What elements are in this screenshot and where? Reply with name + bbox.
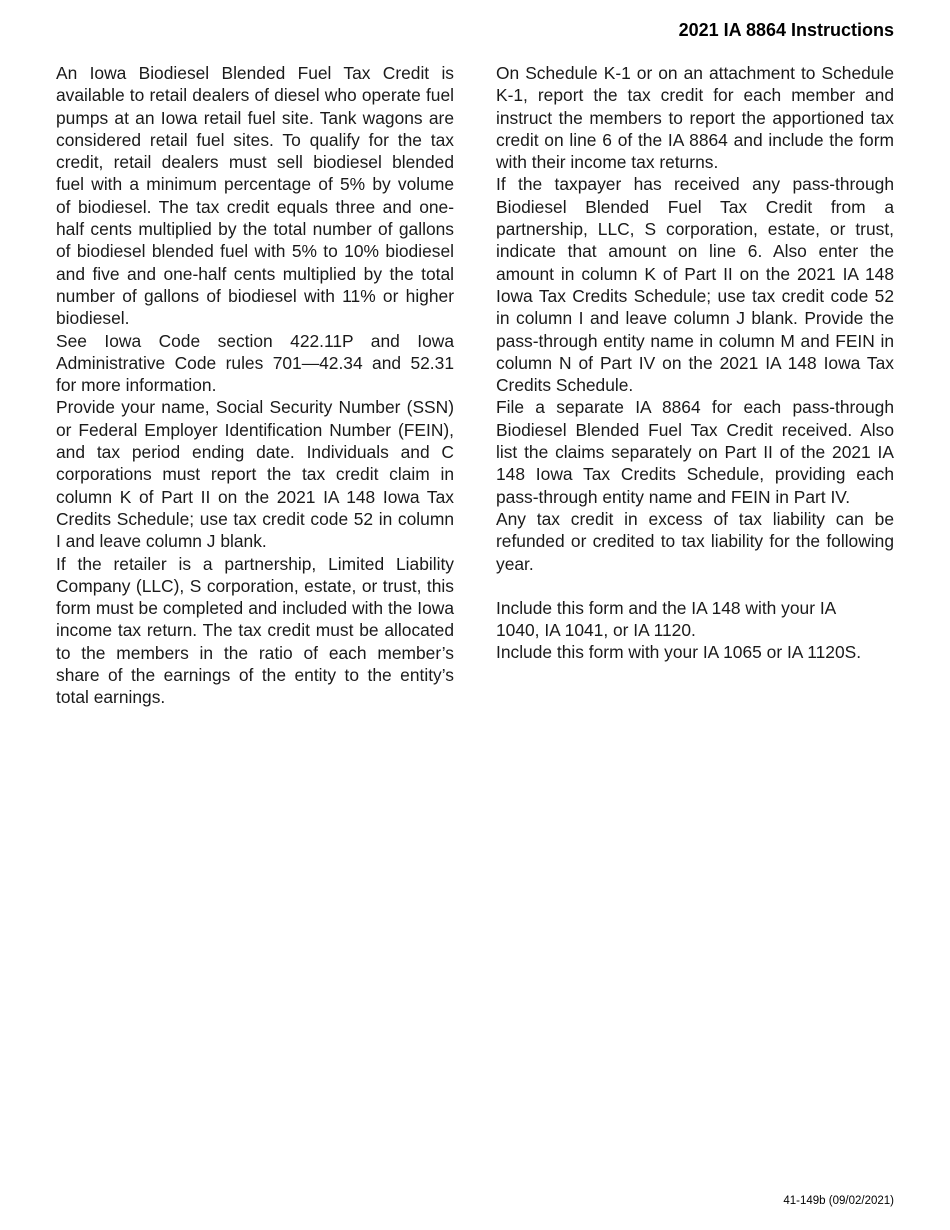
- paragraph-schedule-k1: On Schedule K-1 or on an attachment to Schedule K-1, report the tax credit for each member and instruct the members to report the apportioned tax credit on line 6 of the IA 8864 and include the form with their income tax returns.: [496, 63, 894, 173]
- paragraph-spacer: [496, 575, 894, 597]
- paragraph-code-references: See Iowa Code section 422.11P and Iowa Administrative Code rules 701—42.34 and 52.31 for more information.: [56, 330, 454, 396]
- page-title: 2021 IA 8864 Instructions: [678, 20, 894, 40]
- paragraph-credit-overview: An Iowa Biodiesel Blended Fuel Tax Credit is available to retail dealers of diesel who operate fuel pumps at an Iowa retail fuel site. Tank wagons are considered retail fuel sites. To qualify for the tax credit, retail dealers must sell biodiesel blended fuel with a minimum percentage of 5% by volume of biodiesel. The tax credit equals three and one-half cents multiplied by the total number of gallons of biodiesel blended fuel with 5% to 10% biodiesel and five and one-half cents multiplied by the total number of gallons of biodiesel with 11% or higher biodiesel.: [56, 63, 454, 329]
- paragraph-include-ia1065: Include this form with your IA 1065 or IA 1120S.: [496, 642, 862, 663]
- instructions-left-column: [56, 62, 454, 709]
- paragraph-refund: Any tax credit in excess of tax liability can be refunded or credited to tax liability for the following year.: [496, 508, 894, 574]
- instructions-right-column: [496, 62, 894, 664]
- paragraph-include-ia148-line1: Include this form and the IA 148 with your IA: [496, 597, 837, 618]
- paragraph-pass-through-entities: If the retailer is a partnership, Limited Liability Company (LLC), S corporation, estate, or trust, this form must be completed and included with the Iowa income tax return. The tax credit must be allocated to the members in the ratio of each member’s share of the earnings of the entity to the entity’s total earnings.: [56, 553, 454, 708]
- paragraph-separate-forms: File a separate IA 8864 for each pass-through Biodiesel Blended Fuel Tax Credit received. Also list the claims separately on Part II of the 2021 IA 148 Iowa Tax Credits Schedule, providing each pass-through entity name and FEIN in Part IV.: [496, 397, 894, 507]
- paragraph-include-ia148-line2: 1040, IA 1041, or IA 1120.: [496, 620, 696, 641]
- paragraph-taxpayer-info: Provide your name, Social Security Number (SSN) or Federal Employer Identification Number (FEIN), and tax period ending date. Individuals and C corporations must report the tax credit claim in column K of Part II on the 2021 IA 148 Iowa Tax Credits Schedule; use tax credit code 52 in column I and leave column J blank.: [56, 397, 454, 552]
- form-revision-id: 41-149b (09/02/2021): [783, 1195, 894, 1207]
- paragraph-received-pass-through: If the taxpayer has received any pass-through Biodiesel Blended Fuel Tax Credit from a partnership, LLC, S corporation, estate, or trust, indicate that amount on line 6. Also enter the amount in column K of Part II on the 2021 IA 148 Iowa Tax Credits Schedule; use tax credit code 52 in column I and leave column J blank. Provide the pass-through entity name in column M and FEIN in column N of Part IV on the 2021 IA 148 Iowa Tax Credits Schedule.: [496, 174, 894, 396]
